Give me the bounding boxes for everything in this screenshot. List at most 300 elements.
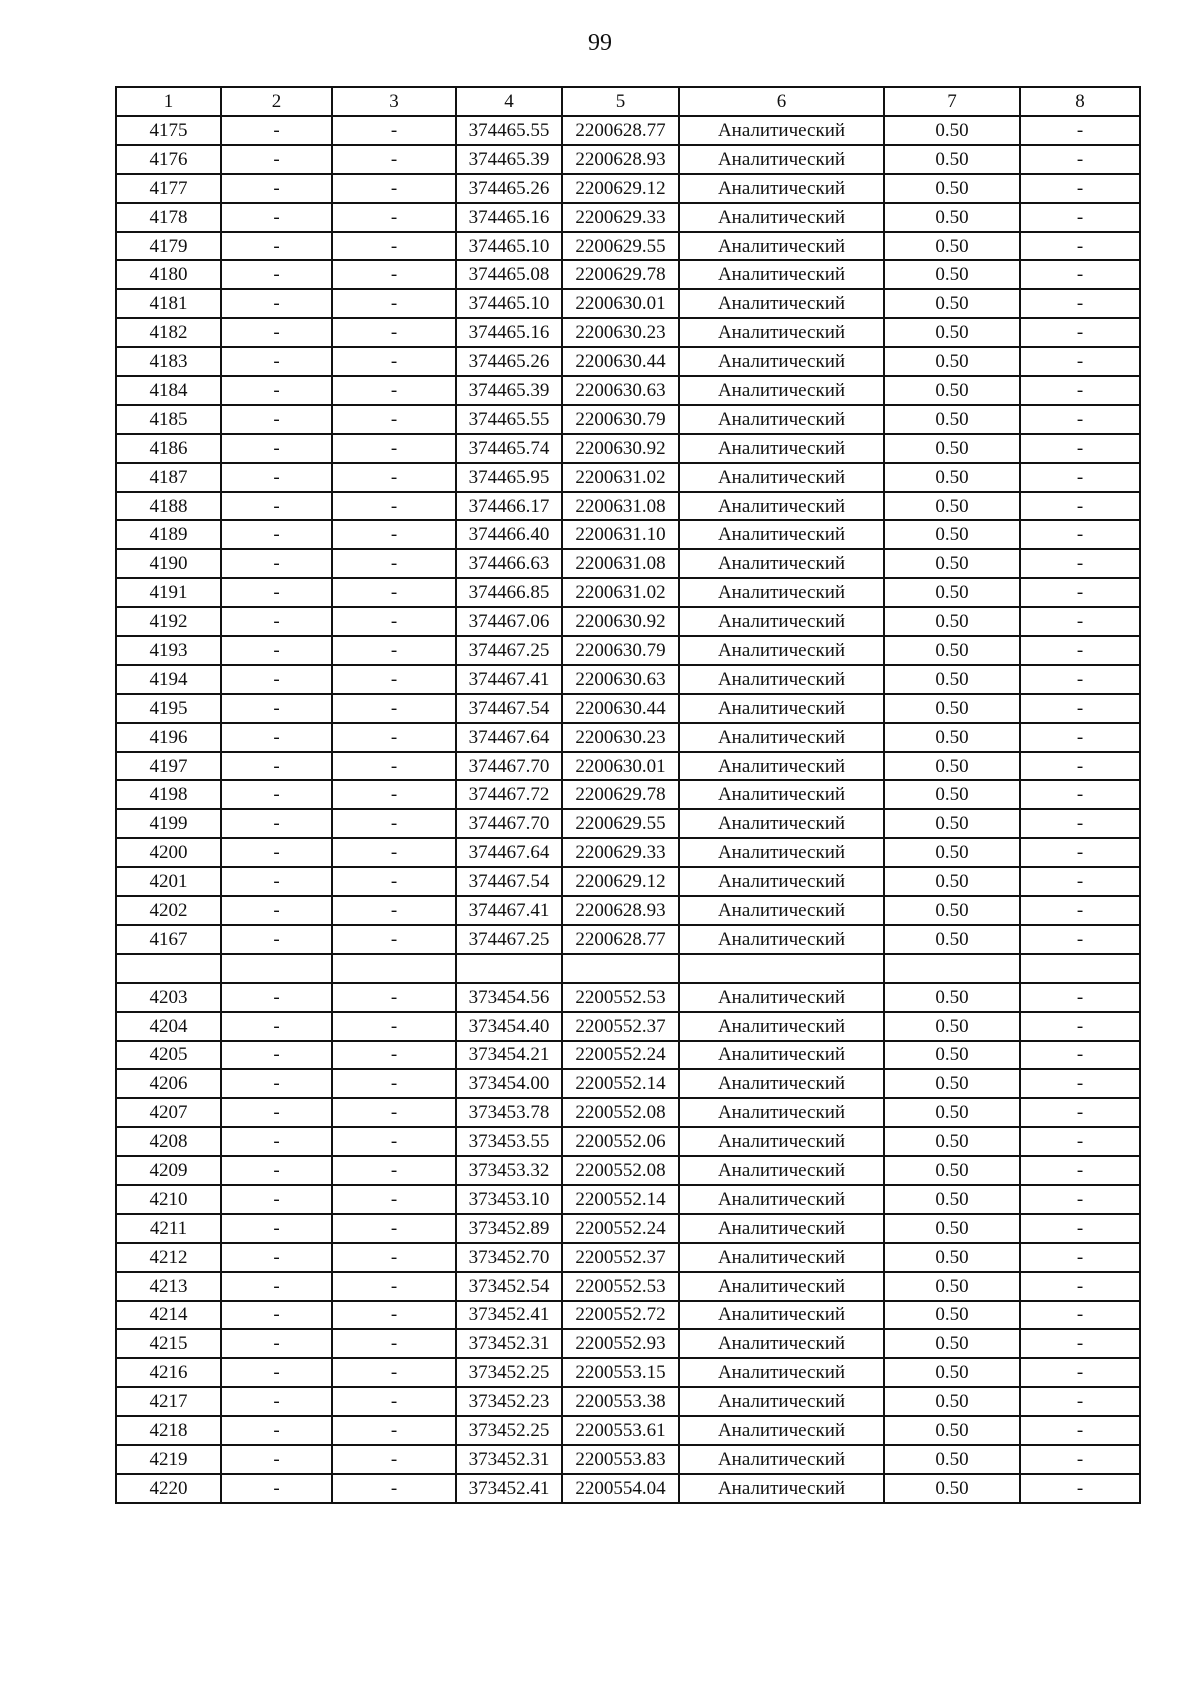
cell-col-8: - — [1020, 434, 1140, 463]
cell-method: Аналитический — [679, 549, 884, 578]
column-header-2: 2 — [221, 87, 332, 116]
cell-col-8: - — [1020, 838, 1140, 867]
cell-point-number: 4175 — [116, 116, 221, 145]
cell-method: Аналитический — [679, 1445, 884, 1474]
cell-x-coordinate: 374466.40 — [456, 520, 562, 549]
cell-col-2: - — [221, 1358, 332, 1387]
cell-y-coordinate: 2200629.33 — [562, 838, 679, 867]
cell-col-2: - — [221, 520, 332, 549]
cell-point-number: 4195 — [116, 694, 221, 723]
table-row — [116, 1416, 1140, 1445]
cell-y-coordinate: 2200629.33 — [562, 203, 679, 232]
cell-col-8: - — [1020, 1185, 1140, 1214]
cell-accuracy: 0.50 — [884, 1387, 1020, 1416]
cell-x-coordinate: 373452.89 — [456, 1214, 562, 1243]
cell-col-8: - — [1020, 1301, 1140, 1330]
cell-y-coordinate: 2200552.93 — [562, 1329, 679, 1358]
column-header-3: 3 — [332, 87, 456, 116]
cell-point-number: 4218 — [116, 1416, 221, 1445]
cell-col-2: - — [221, 347, 332, 376]
cell-x-coordinate: 373454.21 — [456, 1041, 562, 1070]
cell-point-number: 4219 — [116, 1445, 221, 1474]
cell-col-8: - — [1020, 520, 1140, 549]
cell-col-3: - — [332, 1012, 456, 1041]
cell-point-number: 4180 — [116, 260, 221, 289]
cell-col-2: - — [221, 376, 332, 405]
cell-point-number: 4183 — [116, 347, 221, 376]
cell-accuracy: 0.50 — [884, 1416, 1020, 1445]
cell-y-coordinate: 2200628.93 — [562, 896, 679, 925]
cell-y-coordinate: 2200630.23 — [562, 723, 679, 752]
cell-col-2: - — [221, 492, 332, 521]
cell-x-coordinate: 374465.95 — [456, 463, 562, 492]
cell-point-number: 4215 — [116, 1329, 221, 1358]
cell-method: Аналитический — [679, 145, 884, 174]
cell-col-8: - — [1020, 1098, 1140, 1127]
cell-col-8: - — [1020, 665, 1140, 694]
cell-col-8: - — [1020, 116, 1140, 145]
cell-point-number — [116, 954, 221, 983]
cell-accuracy: 0.50 — [884, 1012, 1020, 1041]
table-row — [116, 1127, 1140, 1156]
cell-y-coordinate: 2200629.78 — [562, 260, 679, 289]
cell-accuracy: 0.50 — [884, 896, 1020, 925]
cell-col-2: - — [221, 607, 332, 636]
cell-y-coordinate: 2200630.92 — [562, 607, 679, 636]
cell-x-coordinate: 374465.16 — [456, 318, 562, 347]
cell-col-8: - — [1020, 549, 1140, 578]
cell-col-3: - — [332, 145, 456, 174]
cell-col-3: - — [332, 838, 456, 867]
cell-y-coordinate: 2200553.61 — [562, 1416, 679, 1445]
cell-col-2: - — [221, 896, 332, 925]
table-row — [116, 347, 1140, 376]
cell-accuracy: 0.50 — [884, 1445, 1020, 1474]
cell-x-coordinate: 374465.39 — [456, 376, 562, 405]
cell-col-8: - — [1020, 1127, 1140, 1156]
cell-y-coordinate: 2200631.10 — [562, 520, 679, 549]
cell-point-number: 4217 — [116, 1387, 221, 1416]
cell-method: Аналитический — [679, 463, 884, 492]
cell-x-coordinate: 374466.17 — [456, 492, 562, 521]
cell-col-8: - — [1020, 1329, 1140, 1358]
cell-method: Аналитический — [679, 1098, 884, 1127]
cell-col-3: - — [332, 116, 456, 145]
cell-method: Аналитический — [679, 1387, 884, 1416]
cell-col-2: - — [221, 1272, 332, 1301]
cell-point-number: 4178 — [116, 203, 221, 232]
coordinates-table — [115, 86, 1141, 1504]
cell-col-3: - — [332, 1041, 456, 1070]
cell-y-coordinate: 2200630.01 — [562, 289, 679, 318]
cell-col-2: - — [221, 1387, 332, 1416]
cell-point-number: 4213 — [116, 1272, 221, 1301]
cell-y-coordinate: 2200553.83 — [562, 1445, 679, 1474]
cell-col-2: - — [221, 578, 332, 607]
cell-accuracy: 0.50 — [884, 1098, 1020, 1127]
cell-y-coordinate: 2200631.02 — [562, 463, 679, 492]
cell-method: Аналитический — [679, 1416, 884, 1445]
table-row — [116, 983, 1140, 1012]
table-row — [116, 723, 1140, 752]
table-row — [116, 838, 1140, 867]
cell-method: Аналитический — [679, 405, 884, 434]
cell-x-coordinate: 373454.00 — [456, 1069, 562, 1098]
table-row — [116, 203, 1140, 232]
cell-y-coordinate: 2200631.02 — [562, 578, 679, 607]
cell-y-coordinate: 2200552.14 — [562, 1069, 679, 1098]
table-row — [116, 1387, 1140, 1416]
cell-col-8: - — [1020, 578, 1140, 607]
table-row — [116, 896, 1140, 925]
cell-col-8: - — [1020, 405, 1140, 434]
cell-point-number: 4199 — [116, 809, 221, 838]
cell-point-number: 4197 — [116, 752, 221, 781]
cell-method: Аналитический — [679, 896, 884, 925]
table-row — [116, 954, 1140, 983]
cell-x-coordinate: 373452.41 — [456, 1474, 562, 1503]
cell-col-8: - — [1020, 318, 1140, 347]
table-row — [116, 232, 1140, 261]
cell-y-coordinate: 2200552.53 — [562, 983, 679, 1012]
cell-col-2: - — [221, 723, 332, 752]
cell-method: Аналитический — [679, 318, 884, 347]
cell-y-coordinate: 2200552.37 — [562, 1243, 679, 1272]
table-row — [116, 1301, 1140, 1330]
cell-col-3: - — [332, 174, 456, 203]
cell-col-3: - — [332, 896, 456, 925]
cell-col-2: - — [221, 405, 332, 434]
cell-col-2: - — [221, 1416, 332, 1445]
table-row — [116, 607, 1140, 636]
cell-col-8: - — [1020, 1243, 1140, 1272]
cell-point-number: 4212 — [116, 1243, 221, 1272]
cell-x-coordinate: 373452.23 — [456, 1387, 562, 1416]
cell-col-8: - — [1020, 780, 1140, 809]
cell-col-3: - — [332, 1127, 456, 1156]
cell-y-coordinate: 2200552.08 — [562, 1098, 679, 1127]
cell-col-2: - — [221, 983, 332, 1012]
cell-col-3: - — [332, 376, 456, 405]
cell-y-coordinate: 2200629.78 — [562, 780, 679, 809]
cell-col-8: - — [1020, 867, 1140, 896]
cell-x-coordinate: 373452.25 — [456, 1358, 562, 1387]
cell-col-2: - — [221, 1243, 332, 1272]
cell-x-coordinate: 373452.25 — [456, 1416, 562, 1445]
cell-col-8: - — [1020, 925, 1140, 954]
cell-x-coordinate: 374465.74 — [456, 434, 562, 463]
cell-col-2: - — [221, 174, 332, 203]
cell-col-2: - — [221, 1301, 332, 1330]
table-row — [116, 405, 1140, 434]
table-row — [116, 1272, 1140, 1301]
cell-col-2: - — [221, 463, 332, 492]
cell-method: Аналитический — [679, 1358, 884, 1387]
cell-accuracy: 0.50 — [884, 1243, 1020, 1272]
cell-col-2: - — [221, 1127, 332, 1156]
table-row — [116, 116, 1140, 145]
cell-col-3: - — [332, 780, 456, 809]
cell-method: Аналитический — [679, 1272, 884, 1301]
table-row — [116, 1445, 1140, 1474]
table-row — [116, 1069, 1140, 1098]
cell-x-coordinate: 374465.26 — [456, 174, 562, 203]
cell-accuracy: 0.50 — [884, 1272, 1020, 1301]
cell-method: Аналитический — [679, 1185, 884, 1214]
cell-col-8: - — [1020, 1358, 1140, 1387]
cell-point-number: 4211 — [116, 1214, 221, 1243]
cell-accuracy: 0.50 — [884, 145, 1020, 174]
cell-method: Аналитический — [679, 232, 884, 261]
cell-point-number: 4193 — [116, 636, 221, 665]
cell-col-8: - — [1020, 463, 1140, 492]
table-row — [116, 925, 1140, 954]
cell-point-number: 4185 — [116, 405, 221, 434]
cell-method: Аналитический — [679, 925, 884, 954]
cell-accuracy: 0.50 — [884, 492, 1020, 521]
cell-y-coordinate: 2200552.08 — [562, 1156, 679, 1185]
cell-col-2 — [221, 954, 332, 983]
cell-accuracy: 0.50 — [884, 780, 1020, 809]
cell-col-3: - — [332, 1185, 456, 1214]
cell-accuracy: 0.50 — [884, 549, 1020, 578]
table-row — [116, 578, 1140, 607]
cell-col-8: - — [1020, 1416, 1140, 1445]
cell-x-coordinate: 374467.41 — [456, 665, 562, 694]
cell-point-number: 4194 — [116, 665, 221, 694]
cell-y-coordinate: 2200630.23 — [562, 318, 679, 347]
cell-col-8: - — [1020, 492, 1140, 521]
cell-method: Аналитический — [679, 578, 884, 607]
table-row — [116, 145, 1140, 174]
table-row — [116, 752, 1140, 781]
cell-x-coordinate: 374467.54 — [456, 867, 562, 896]
cell-col-8: - — [1020, 809, 1140, 838]
cell-y-coordinate: 2200552.14 — [562, 1185, 679, 1214]
cell-col-8: - — [1020, 752, 1140, 781]
cell-point-number: 4192 — [116, 607, 221, 636]
cell-col-3: - — [332, 1358, 456, 1387]
cell-accuracy: 0.50 — [884, 694, 1020, 723]
table-row — [116, 1243, 1140, 1272]
cell-col-8: - — [1020, 636, 1140, 665]
cell-col-3: - — [332, 1098, 456, 1127]
cell-col-3: - — [332, 723, 456, 752]
cell-col-3 — [332, 954, 456, 983]
cell-y-coordinate: 2200630.79 — [562, 405, 679, 434]
cell-col-3: - — [332, 694, 456, 723]
table-row — [116, 809, 1140, 838]
cell-x-coordinate: 374465.26 — [456, 347, 562, 376]
cell-y-coordinate: 2200628.93 — [562, 145, 679, 174]
cell-y-coordinate: 2200552.37 — [562, 1012, 679, 1041]
cell-col-3: - — [332, 578, 456, 607]
cell-x-coordinate: 373453.10 — [456, 1185, 562, 1214]
cell-accuracy: 0.50 — [884, 260, 1020, 289]
cell-method: Аналитический — [679, 1012, 884, 1041]
cell-point-number: 4191 — [116, 578, 221, 607]
cell-point-number: 4216 — [116, 1358, 221, 1387]
cell-col-2: - — [221, 1098, 332, 1127]
cell-method: Аналитический — [679, 780, 884, 809]
cell-accuracy: 0.50 — [884, 1069, 1020, 1098]
cell-accuracy: 0.50 — [884, 607, 1020, 636]
cell-x-coordinate: 373452.31 — [456, 1445, 562, 1474]
cell-col-8: - — [1020, 145, 1140, 174]
cell-method: Аналитический — [679, 1474, 884, 1503]
column-header-6: 6 — [679, 87, 884, 116]
cell-x-coordinate: 374467.41 — [456, 896, 562, 925]
cell-x-coordinate: 373452.70 — [456, 1243, 562, 1272]
cell-point-number: 4203 — [116, 983, 221, 1012]
cell-col-3: - — [332, 636, 456, 665]
table-row — [116, 636, 1140, 665]
cell-accuracy: 0.50 — [884, 376, 1020, 405]
cell-method: Аналитический — [679, 116, 884, 145]
cell-col-2: - — [221, 780, 332, 809]
cell-col-2: - — [221, 838, 332, 867]
cell-col-2: - — [221, 694, 332, 723]
cell-col-8: - — [1020, 1041, 1140, 1070]
table-row — [116, 1474, 1140, 1503]
cell-accuracy: 0.50 — [884, 1214, 1020, 1243]
cell-accuracy: 0.50 — [884, 983, 1020, 1012]
cell-col-2: - — [221, 1041, 332, 1070]
cell-col-8: - — [1020, 203, 1140, 232]
cell-x-coordinate: 374465.08 — [456, 260, 562, 289]
cell-y-coordinate: 2200628.77 — [562, 925, 679, 954]
table-row — [116, 549, 1140, 578]
cell-x-coordinate: 374465.16 — [456, 203, 562, 232]
cell-col-3: - — [332, 665, 456, 694]
cell-col-2: - — [221, 925, 332, 954]
cell-accuracy: 0.50 — [884, 1301, 1020, 1330]
cell-accuracy: 0.50 — [884, 1474, 1020, 1503]
table-row — [116, 289, 1140, 318]
cell-col-8: - — [1020, 376, 1140, 405]
cell-y-coordinate: 2200630.63 — [562, 665, 679, 694]
cell-col-3: - — [332, 434, 456, 463]
cell-y-coordinate: 2200552.24 — [562, 1214, 679, 1243]
cell-col-2: - — [221, 1445, 332, 1474]
cell-y-coordinate: 2200553.15 — [562, 1358, 679, 1387]
cell-col-2: - — [221, 752, 332, 781]
cell-col-8: - — [1020, 232, 1140, 261]
cell-col-2: - — [221, 260, 332, 289]
cell-accuracy: 0.50 — [884, 116, 1020, 145]
cell-method: Аналитический — [679, 492, 884, 521]
cell-method: Аналитический — [679, 1214, 884, 1243]
cell-col-3: - — [332, 1156, 456, 1185]
cell-col-2: - — [221, 867, 332, 896]
cell-col-2: - — [221, 1069, 332, 1098]
cell-accuracy: 0.50 — [884, 636, 1020, 665]
cell-col-3: - — [332, 1474, 456, 1503]
cell-method: Аналитический — [679, 723, 884, 752]
cell-col-8: - — [1020, 1272, 1140, 1301]
cell-col-2: - — [221, 1012, 332, 1041]
cell-y-coordinate — [562, 954, 679, 983]
cell-y-coordinate: 2200552.24 — [562, 1041, 679, 1070]
cell-accuracy: 0.50 — [884, 405, 1020, 434]
cell-accuracy: 0.50 — [884, 752, 1020, 781]
cell-method: Аналитический — [679, 694, 884, 723]
table-row — [116, 1329, 1140, 1358]
cell-method: Аналитический — [679, 174, 884, 203]
cell-point-number: 4196 — [116, 723, 221, 752]
cell-col-8: - — [1020, 694, 1140, 723]
cell-x-coordinate: 374465.39 — [456, 145, 562, 174]
cell-y-coordinate: 2200630.44 — [562, 347, 679, 376]
cell-col-3: - — [332, 809, 456, 838]
cell-col-8: - — [1020, 174, 1140, 203]
cell-point-number: 4184 — [116, 376, 221, 405]
cell-accuracy: 0.50 — [884, 838, 1020, 867]
table-row — [116, 174, 1140, 203]
table-row — [116, 492, 1140, 521]
table-row — [116, 867, 1140, 896]
table-row — [116, 1358, 1140, 1387]
cell-col-8: - — [1020, 723, 1140, 752]
cell-x-coordinate: 374465.55 — [456, 405, 562, 434]
column-header-1: 1 — [116, 87, 221, 116]
cell-point-number: 4208 — [116, 1127, 221, 1156]
cell-point-number: 4206 — [116, 1069, 221, 1098]
cell-point-number: 4214 — [116, 1301, 221, 1330]
table-row — [116, 780, 1140, 809]
cell-x-coordinate — [456, 954, 562, 983]
cell-col-3: - — [332, 1243, 456, 1272]
cell-x-coordinate: 374467.72 — [456, 780, 562, 809]
cell-col-2: - — [221, 1185, 332, 1214]
cell-col-3: - — [332, 1329, 456, 1358]
cell-col-3: - — [332, 347, 456, 376]
cell-method: Аналитический — [679, 260, 884, 289]
cell-col-3: - — [332, 752, 456, 781]
cell-col-8: - — [1020, 347, 1140, 376]
table-row — [116, 434, 1140, 463]
table-row — [116, 1214, 1140, 1243]
cell-point-number: 4198 — [116, 780, 221, 809]
cell-accuracy: 0.50 — [884, 434, 1020, 463]
cell-x-coordinate: 374466.63 — [456, 549, 562, 578]
cell-col-3: - — [332, 232, 456, 261]
cell-x-coordinate: 374466.85 — [456, 578, 562, 607]
cell-col-3: - — [332, 925, 456, 954]
cell-y-coordinate: 2200630.92 — [562, 434, 679, 463]
cell-x-coordinate: 373453.78 — [456, 1098, 562, 1127]
cell-col-3: - — [332, 1069, 456, 1098]
table-row — [116, 1185, 1140, 1214]
column-header-5: 5 — [562, 87, 679, 116]
cell-accuracy: 0.50 — [884, 1127, 1020, 1156]
cell-y-coordinate: 2200552.06 — [562, 1127, 679, 1156]
cell-method: Аналитический — [679, 1243, 884, 1272]
cell-point-number: 4187 — [116, 463, 221, 492]
cell-y-coordinate: 2200628.77 — [562, 116, 679, 145]
cell-accuracy: 0.50 — [884, 203, 1020, 232]
table-row — [116, 1156, 1140, 1185]
cell-col-8: - — [1020, 1474, 1140, 1503]
column-header-8: 8 — [1020, 87, 1140, 116]
cell-col-2: - — [221, 665, 332, 694]
table-header-row — [116, 87, 1140, 116]
cell-point-number: 4210 — [116, 1185, 221, 1214]
cell-accuracy: 0.50 — [884, 1041, 1020, 1070]
cell-col-8: - — [1020, 1156, 1140, 1185]
cell-accuracy: 0.50 — [884, 867, 1020, 896]
column-header-7: 7 — [884, 87, 1020, 116]
